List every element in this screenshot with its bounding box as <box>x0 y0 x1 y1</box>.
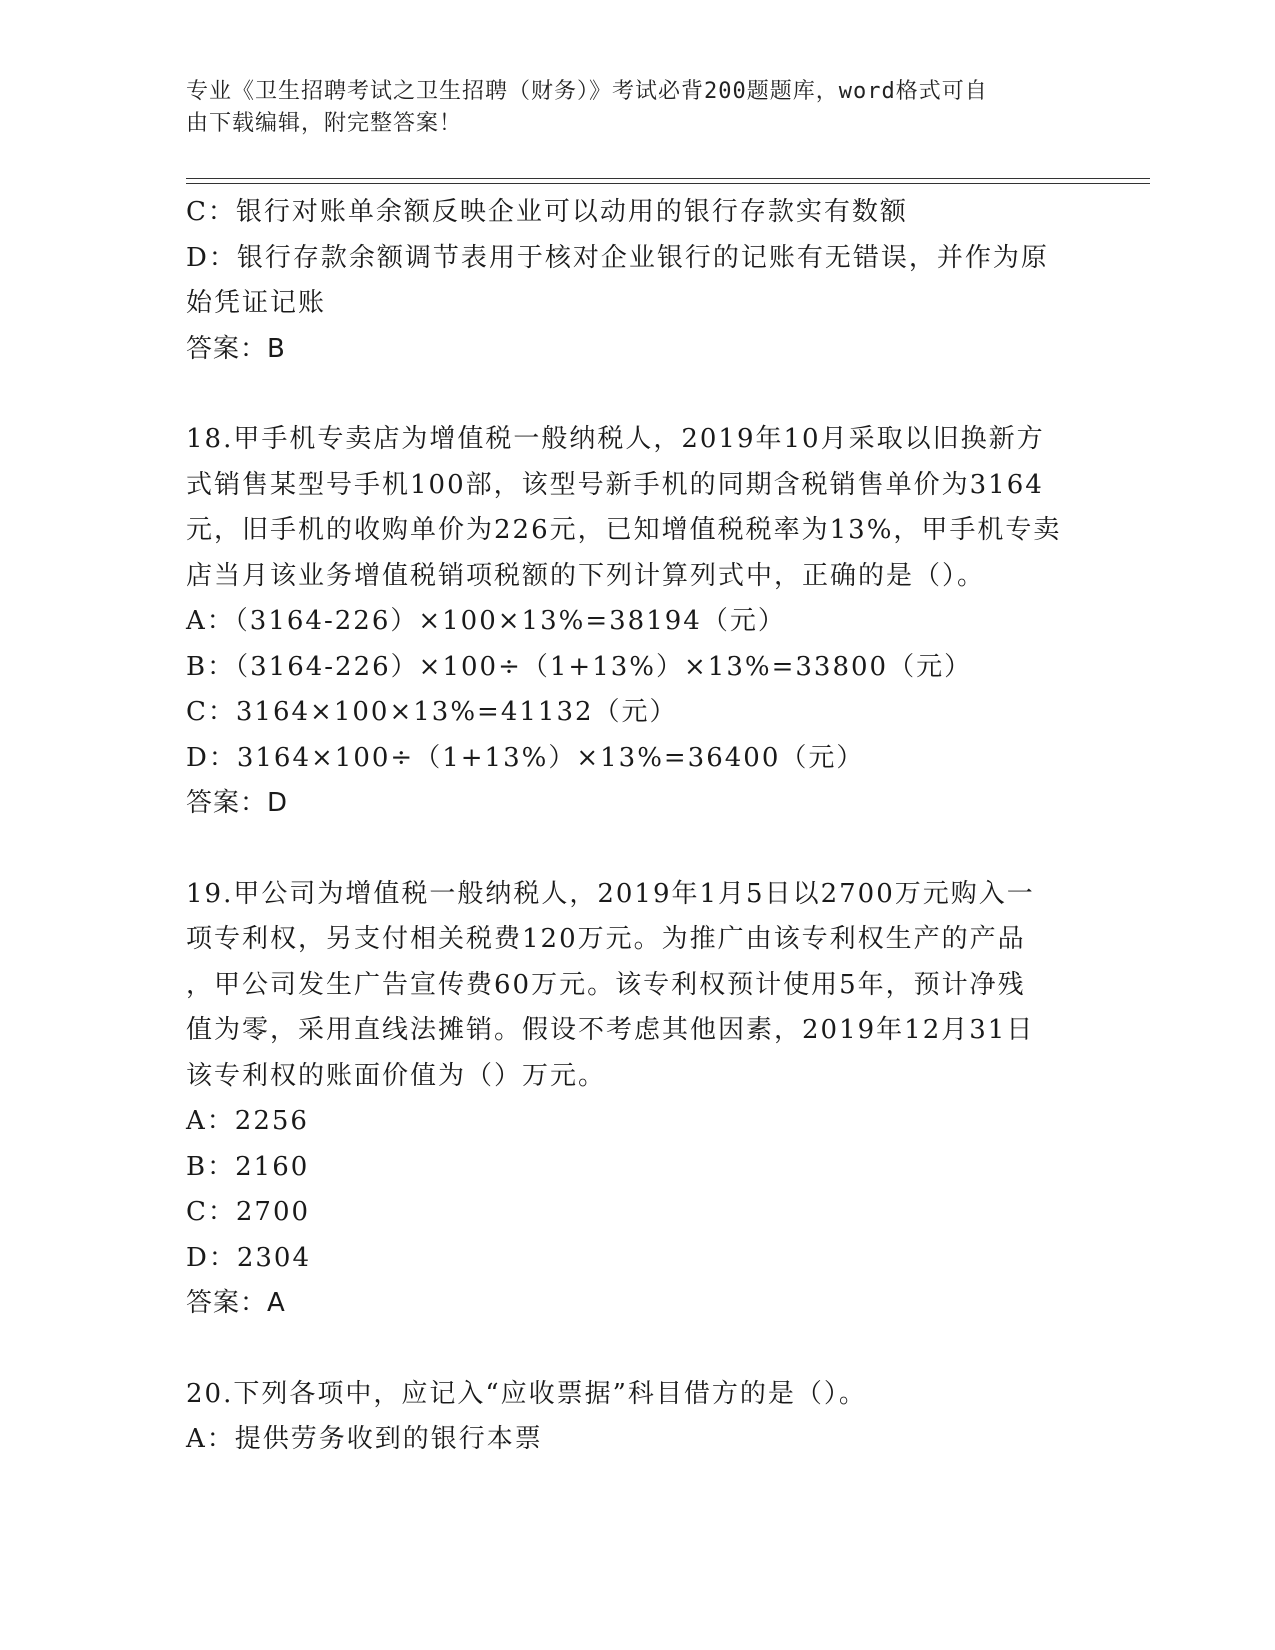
q17-option-c: C：银行对账单余额反映企业可以动用的银行存款实有数额 <box>186 197 908 227</box>
q19-stem-line5: 该专利权的账面价值为（）万元。 <box>186 1060 607 1091</box>
q19-option-a: A：2256 <box>186 1106 309 1136</box>
q19-option-c: C：2700 <box>186 1197 311 1227</box>
q18-option-b: B：（3164-226）×100÷（1+13%）×13%=33800（元） <box>186 651 973 682</box>
q18-option-a: A：（3164-226）×100×13%=38194（元） <box>186 606 786 636</box>
question-18 <box>186 417 1076 827</box>
q19-stem-line2: 项专利权，另支付相关税费120万元。为推广由该专利权生产的产品 <box>186 924 1026 954</box>
header-line-2: 由下载编辑，附完整答案！ <box>186 111 463 136</box>
question-19 <box>186 872 1076 1327</box>
q17-option-d-line2: 始凭证记账 <box>186 288 327 318</box>
q18-stem-line1: 18.甲手机专卖店为增值税一般纳税人，2019年10月采取以旧换新方 <box>186 424 1045 454</box>
q19-option-d: D：2304 <box>186 1242 312 1273</box>
header-rule-top <box>186 178 1150 179</box>
document-header <box>186 76 1066 140</box>
q17-answer: 答案：B <box>186 333 286 364</box>
q20-option-a: A：提供劳务收到的银行本票 <box>186 1424 543 1454</box>
question-17-tail <box>186 190 1076 372</box>
q18-stem-line4: 店当月该业务增值税销项税额的下列计算列式中，正确的是（）。 <box>186 560 986 591</box>
header-line-1: 专业《卫生招聘考试之卫生招聘（财务）》考试必背200题题库，word格式可自 <box>186 79 988 104</box>
q17-option-d-line1: D：银行存款余额调节表用于核对企业银行的记账有无错误，并作为原 <box>186 242 1049 273</box>
header-rule-bottom <box>186 183 1150 184</box>
q20-stem-line1: 20.下列各项中，应记入“应收票据”科目借方的是（）。 <box>186 1378 867 1409</box>
q18-option-d: D：3164×100÷（1+13%）×13%=36400（元） <box>186 742 865 773</box>
q19-option-b: B：2160 <box>186 1151 310 1182</box>
q18-answer: 答案：D <box>186 788 289 818</box>
q18-stem-line3: 元，旧手机的收购单价为226元，已知增值税税率为13%，甲手机专卖 <box>186 515 1062 545</box>
q19-answer: 答案：A <box>186 1288 286 1318</box>
question-20 <box>186 1372 1076 1463</box>
document-body <box>186 190 1076 1463</box>
q19-stem-line1: 19.甲公司为增值税一般纳税人，2019年1月5日以2700万元购入一 <box>186 878 1035 909</box>
q18-stem-line2: 式销售某型号手机100部，该型号新手机的同期含税销售单价为3164 <box>186 469 1044 500</box>
q18-option-c: C：3164×100×13%=41132（元） <box>186 697 678 727</box>
q19-stem-line3: ，甲公司发生广告宣传费60万元。该专利权预计使用5年，预计净残 <box>186 969 1026 1000</box>
q19-stem-line4: 值为零，采用直线法摊销。假设不考虑其他因素，2019年12月31日 <box>186 1015 1035 1045</box>
